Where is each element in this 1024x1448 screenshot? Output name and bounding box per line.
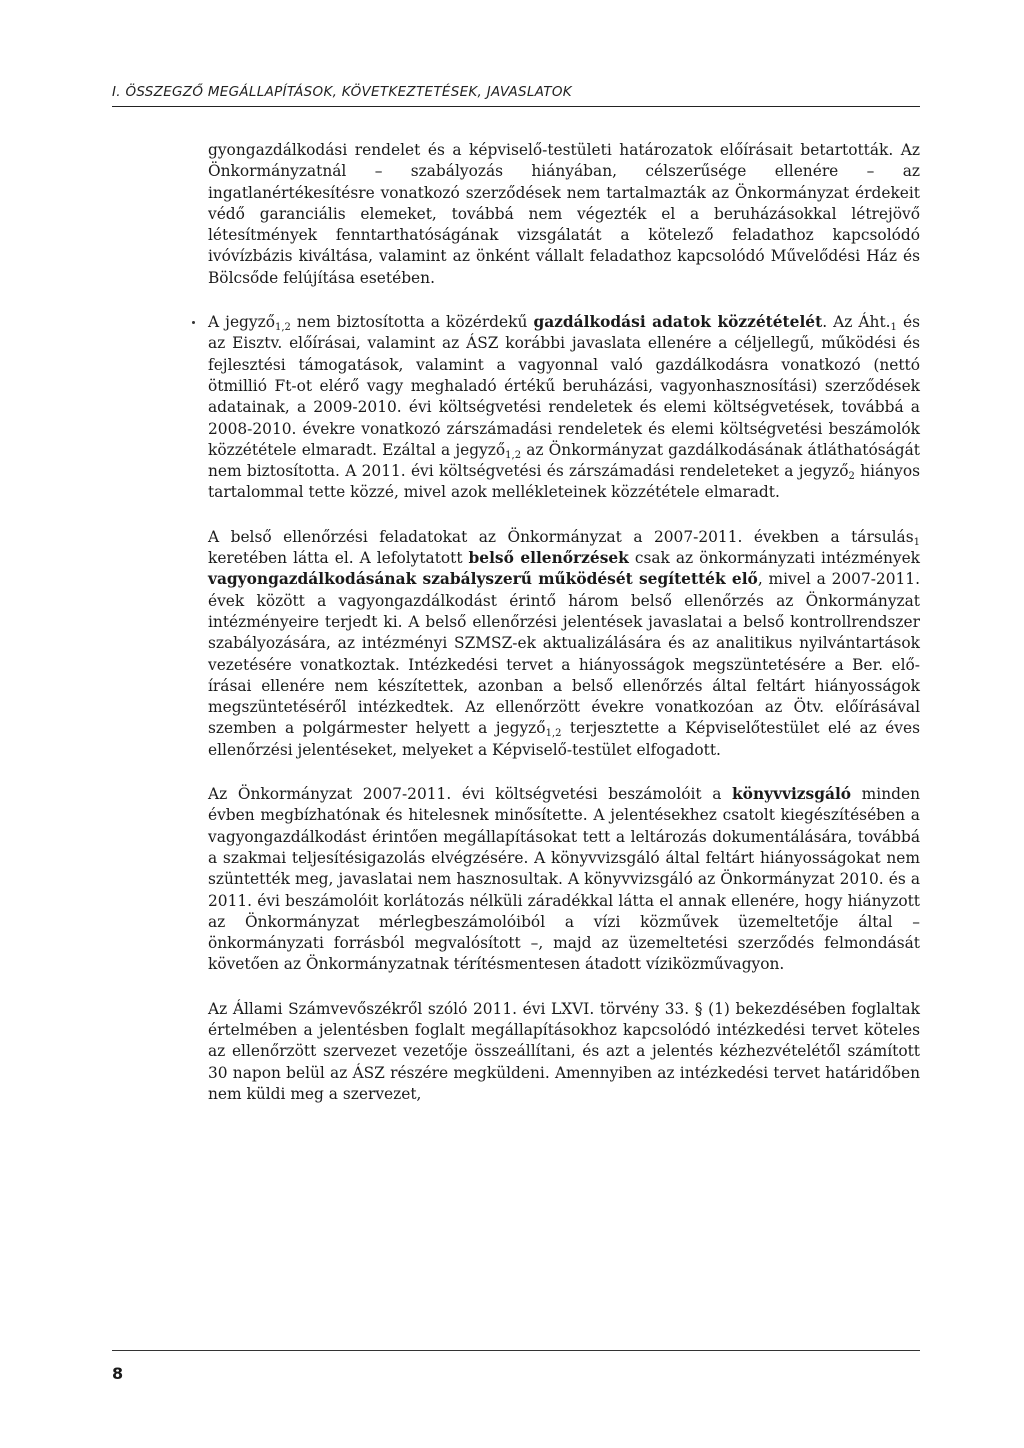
- paragraph-3: [208, 527, 920, 761]
- p2-bold-1: gazdálkodási adatok közzétételét: [533, 313, 823, 332]
- p2-sub-2: 1: [890, 322, 897, 334]
- p3-text-5: terjesztette a Képviselőtestület elé az éves ellenőrzési jelentéseket, melyeket a Képviselő-testület elfogadott.: [208, 719, 920, 759]
- paragraph-5: [208, 999, 920, 1105]
- p3-text-1: A belső ellenőrzési feladatokat az Önkormányzat a 2007-2011. években a társulás: [208, 527, 914, 546]
- p2-sub-1: 1,2: [274, 322, 291, 334]
- p4-text-1: Az Önkormányzat 2007-2011. évi költségvetési beszámolóit a: [208, 785, 733, 804]
- p2-sub-4: 2: [848, 471, 855, 483]
- p3-text-3: csak az önkormányzati intézmények: [628, 549, 921, 568]
- footer-rule: [112, 1350, 920, 1351]
- p2-text-6: hiányos tartalommal tette közzé, mivel azok mellékleteinek közzététele elmaradt.: [208, 462, 920, 502]
- p5-text-1: Az Állami Számvevőszékről szóló 2011. évi LXVI. törvény 33. § (1) bekezdésében foglaltak értelmében a jelentésben foglalt megállapításokhoz kapcsolódó intézkedési tervet köteles az ellenőrzött szervezet vezetője összeállítani, és azt a jelentés kézhezvételétől számított 30 napon belül az ÁSZ részére megküldeni. Amennyiben az intézkedési tervet határidőben nem küldi meg a szervezet,: [208, 999, 920, 1103]
- running-header: I. ÖSSZEGZŐ MEGÁLLAPÍTÁSOK, KÖVETKEZTETÉSEK, JAVASLATOK: [112, 84, 572, 100]
- p3-sub-2: 1,2: [545, 728, 562, 740]
- paragraph-1-text: gyongazdálkodási rendelet és a képviselő-testületi határozatok előírásait betartották. Az Önkormányzatnál – szabályozás hiányában, célszerűsége ellenére – az ingatlanértékesítésre vonatkozó szerződések nem tartalmazták az Önkormányzat érdekeit védő garanciális elemeket, továbbá nem végezték el a beruházásokkal létrejövő létesítmények fenntarthatóságának vizsgálatát a kötelező feladathoz kapcsolódó ivóvízbázis kiváltása, valamint az önként vállalt feladathoz kapcsolódó Művelődési Ház és Bölcsőde felújítása esetében.: [208, 141, 920, 287]
- p4-text-2: minden évben megbízhatónak és hitelesnek minősítette. A jelentésekhez csatolt kiegészítésében a vagyongazdálkodást érintően megállapításokat tett a leltározás dokumentálására, továbbá a szakmai teljesítésigazolás elvégzésére. A könyvvizsgáló által feltárt hiányosságokat nem szüntették meg, javaslatai nem hasznosultak. A könyvvizsgáló az Önkormányzat 2010. és a 2011. évi beszámolóit korlátozás nélküli záradékkal látta el annak ellenére, hogy hiányzott az Önkormányzat mérlegbeszámolóiból a vízi közművek üzemeltetője által – önkormányzati forrásból megvalósított –, majd az üzemeltetési szerződés felmondását követően az Önkormányzatnak térítésmentesen átadott víziközművagyon.: [208, 785, 920, 974]
- p3-bold-2: vagyongazdálkodásának szabályszerű működését segítették elő: [208, 570, 758, 589]
- header-rule: [112, 106, 920, 107]
- p2-text-3: . Az Áht.: [822, 313, 891, 332]
- p3-text-4: , mivel a 2007-2011. évek között a vagyongazdálkodást érintő három belső ellenőrzés az Önkormányzat intézményeire terjedt ki. A belső ellenőrzési jelentések javaslatai a belső kontrollrendszer szabályozására, az intézményi SZMSZ-ek aktualizálására és az analitikus nyilvántartások vezetésére vonatkoztak. Intézkedési tervet a hiányosságok megszüntetésére a Ber. előírásai ellenére nem készítettek, azonban a belső ellenőrzés által feltárt hiányosságok megszüntetéséről intézkedtek. Az ellenőrzött évekre vonatkozóan az Ötv. előírásával szemben a polgármester helyett a jegyző: [208, 570, 920, 738]
- p3-sub-1: 1: [913, 536, 920, 548]
- paragraph-1: [208, 140, 920, 289]
- p4-bold-1: könyvvizsgáló: [732, 785, 852, 804]
- paragraph-2-wrap: [208, 312, 920, 504]
- p2-text-1: A jegyző: [208, 313, 275, 332]
- bullet-dot: [192, 321, 195, 324]
- page-number: 8: [112, 1364, 124, 1383]
- paragraph-4: [208, 784, 920, 976]
- body-text: [208, 140, 920, 1105]
- p3-text-2: keretében látta el. A lefolytatott: [208, 549, 469, 568]
- p2-sub-3: 1,2: [505, 449, 522, 461]
- p3-bold-1: belső ellenőrzések: [468, 549, 629, 568]
- paragraph-2: [208, 312, 920, 504]
- p2-text-5: az Önkormányzat gazdálkodásának átláthatóságát nem biztosította. A 2011. évi költségvetési és zárszámadási rendeleteket a jegyző: [208, 440, 920, 481]
- p2-text-4: és az Eisztv. előírásai, valamint az ÁSZ korábbi javaslata ellenére a céljellegű, működési és fejlesztési támogatások, valamint a vagyonnal való gazdálkodásra vonatkozó (nettó ötmillió Ft-ot elérő vagy meghaladó értékű beruházási, vagyonhasznosítási) szerződések adatainak, a 2009-2010. évi költségvetési rendeletek és elemi költségvetések, továbbá a 2008-2010. évekre vonatkozó zárszámadási rendeletek és elemi költségvetési beszámolók közzététele elmaradt. Ezáltal a jegyző: [208, 313, 920, 459]
- p2-text-2: nem biztosította a közérdekű: [290, 313, 534, 332]
